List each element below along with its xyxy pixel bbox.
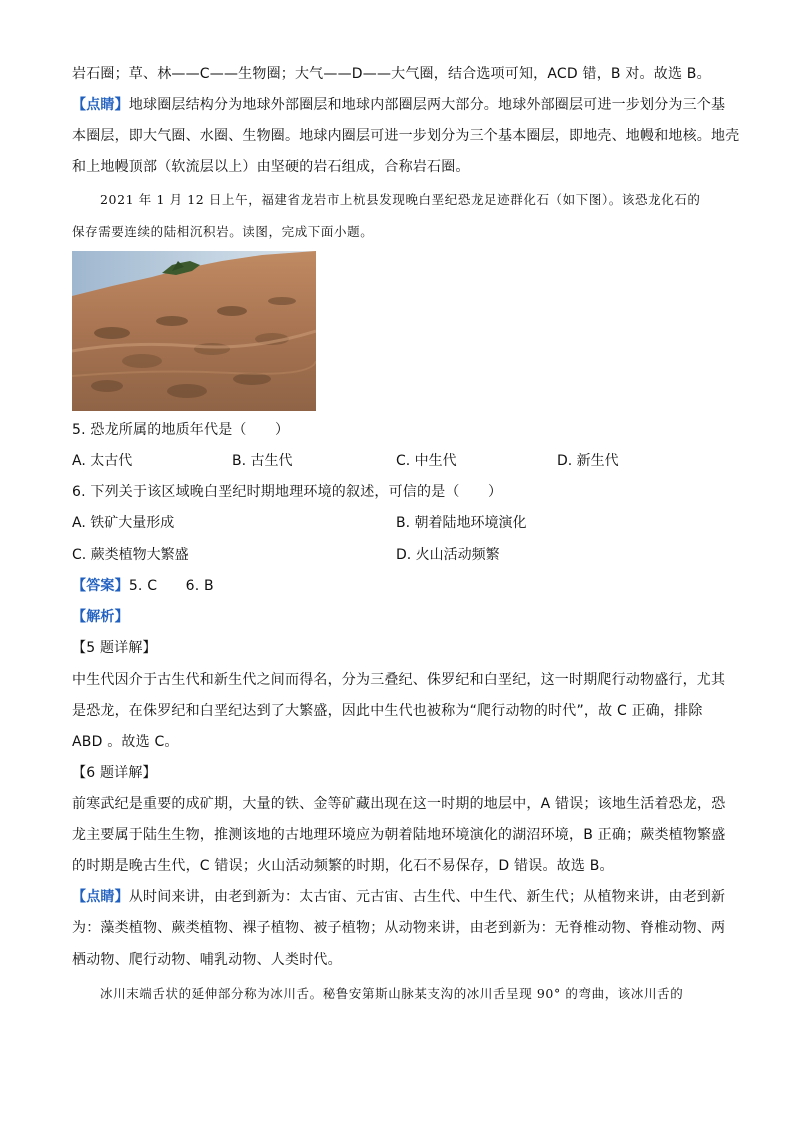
intro-line: 2021 年 1 月 12 日上午，福建省龙岩市上杭县发现晚白垩纪恐龙足迹群化石（如下图）。该恐龙化石的 <box>100 192 701 207</box>
q6-option-a: A. 铁矿大量形成 <box>72 515 175 531</box>
dinosaur-footprint-photo <box>72 251 316 411</box>
text-line: 本圈层，即大气圈、水圈、生物圈。地球内圈层可进一步划分为三个基本圈层，即地壳、地幔和地核。地壳 <box>72 128 740 144</box>
text-line: 是恐龙，在侏罗纪和白垩纪达到了大繁盛，因此中生代也被称为“爬行动物的时代”，故 C 正确，排除 <box>72 703 703 719</box>
text-line: 和上地幔顶部（软流层以上）由坚硬的岩石组成，合称岩石圈。 <box>72 159 470 175</box>
text-line: 为：藻类植物、蕨类植物、裸子植物、被子植物；从动物来讲，由老到新为：无脊椎动物、脊椎动物、两 <box>72 920 726 936</box>
note-tag: 【点睛】 <box>72 97 129 113</box>
text-line: 岩石圈；草、林——C——生物圈；大气——D——大气圈，结合选项可知，ACD 错，B 对。故选 B。 <box>72 66 711 82</box>
intro-line: 保存需要连续的陆相沉积岩。读图，完成下面小题。 <box>72 224 374 239</box>
q6-option-d: D. 火山活动频繁 <box>396 547 500 563</box>
q5-option-a: A. 太古代 <box>72 453 133 469</box>
note-text: 从时间来讲，由老到新为：太古宙、元古宙、古生代、中生代、新生代；从植物来讲，由老到新 <box>128 889 726 905</box>
q6-option-b: B. 朝着陆地环境演化 <box>396 515 527 531</box>
text-line: ABD 。故选 C。 <box>72 734 179 750</box>
q5-option-c: C. 中生代 <box>396 453 457 469</box>
text-line: 栖动物、爬行动物、哺乳动物、人类时代。 <box>72 952 342 968</box>
intro-line: 冰川末端舌状的延伸部分称为冰川舌。秘鲁安第斯山脉某支沟的冰川舌呈现 90° 的弯曲，该冰川舌的 <box>100 986 684 1001</box>
note-paragraph-line <box>72 887 725 907</box>
question-5-stem: 5. 恐龙所属的地质年代是（ ） <box>72 422 290 438</box>
text-line: 龙主要属于陆生生物，推测该地的古地理环境应为朝着陆地环境演化的湖沼环境，B 正确；蕨类植物繁盛 <box>72 827 726 843</box>
text-line: 前寒武纪是重要的成矿期，大量的铁、金等矿藏出现在这一时期的地层中，A 错误；该地生活着恐龙，恐 <box>72 796 726 812</box>
answer-tag: 【答案】 <box>72 578 129 594</box>
note-text: 地球圈层结构分为地球外部圈层和地球内部圈层两大部分。地球外部圈层可进一步划分为三个基 <box>128 97 726 113</box>
detail-6-tag: 【6 题详解】 <box>72 765 157 781</box>
q5-option-b: B. 古生代 <box>232 453 293 469</box>
note-paragraph-line <box>72 95 725 115</box>
note-tag: 【点睛】 <box>72 889 129 905</box>
answer-text: 5. C 6. B <box>128 578 214 594</box>
answer-line <box>72 576 214 596</box>
detail-5-tag: 【5 题详解】 <box>72 640 157 656</box>
text-line: 中生代因介于古生代和新生代之间而得名，分为三叠纪、侏罗纪和白垩纪，这一时期爬行动物盛行，尤其 <box>72 672 726 688</box>
q5-option-d: D. 新生代 <box>557 453 619 469</box>
q6-option-c: C. 蕨类植物大繁盛 <box>72 547 189 563</box>
question-6-stem: 6. 下列关于该区域晚白垩纪时期地理环境的叙述，可信的是（ ） <box>72 484 503 500</box>
text-line: 的时期是晚古生代，C 错误；火山活动频繁的时期，化石不易保存，D 错误。故选 B。 <box>72 858 614 874</box>
analysis-tag: 【解析】 <box>72 609 129 625</box>
